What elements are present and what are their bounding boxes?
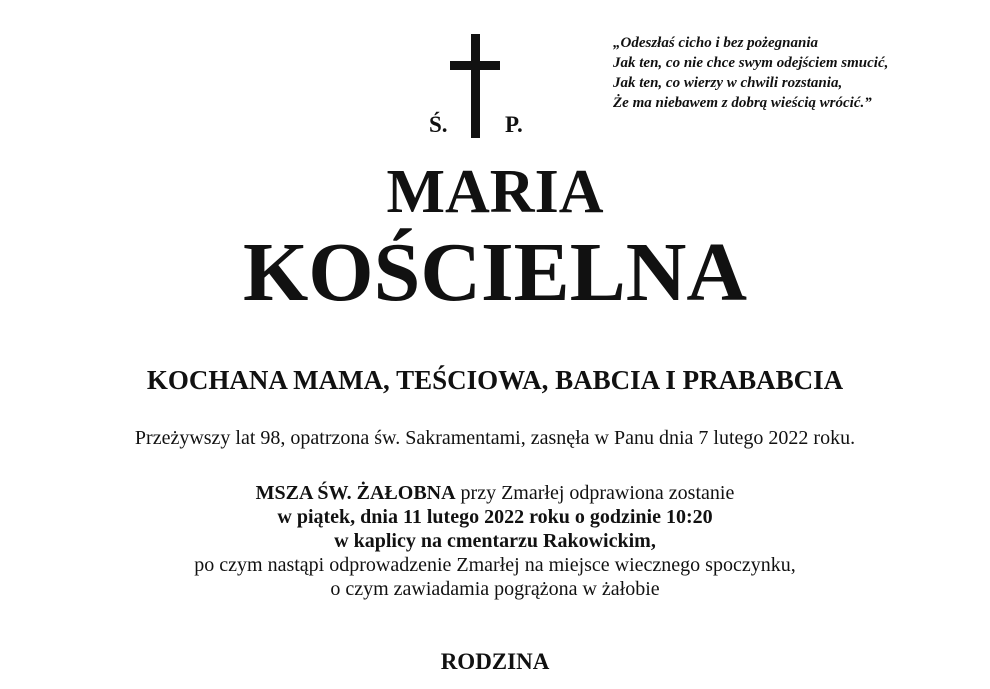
cross-icon — [450, 34, 500, 138]
mass-date-line: w piątek, dnia 11 lutego 2022 roku o godzinie 10:20 — [277, 506, 713, 528]
mass-heading: MSZA ŚW. ŻAŁOBNA — [255, 482, 456, 504]
poem-line: Jak ten, co wierzy w chwili rozstania, — [613, 75, 843, 91]
mass-notify-line: o czym zawiadamia pogrążona w żałobie — [330, 578, 660, 600]
mass-line-1-rest: przy Zmarłej odprawiona zostanie — [455, 482, 735, 504]
cross-vertical-bar — [471, 34, 480, 138]
mass-burial-line: po czym nastąpi odprowadzenie Zmarłej na miejsce wiecznego spoczynku, — [194, 554, 796, 576]
cross-horizontal-bar — [450, 61, 500, 70]
lived-statement: Przeżywszy lat 98, opatrzona św. Sakramentami, zasnęła w Panu dnia 7 lutego 2022 roku. — [134, 427, 856, 449]
sp-abbrev-left: Ś. — [429, 112, 448, 137]
mass-place-line: w kaplicy na cmentarzu Rakowickim, — [334, 530, 656, 552]
mass-announcement — [0, 481, 990, 601]
poem-line: Że ma niebawem z dobrą wieścią wrócić.” — [613, 95, 872, 111]
sp-abbrev-right: P. — [505, 112, 523, 137]
poem-line: „Odeszłaś cicho i bez pożegnania — [613, 35, 819, 51]
poem-quote — [613, 33, 983, 113]
signature-family: RODZINA — [440, 649, 550, 674]
mass-line-1 — [0, 481, 990, 505]
family-role-heading: KOCHANA MAMA, TEŚCIOWA, BABCIA I PRABABCIA — [146, 365, 844, 395]
deceased-first-name: MARIA — [386, 158, 604, 226]
deceased-last-name: KOŚCIELNA — [242, 226, 748, 319]
poem-line: Jak ten, co nie chce swym odejściem smucić, — [613, 55, 889, 71]
